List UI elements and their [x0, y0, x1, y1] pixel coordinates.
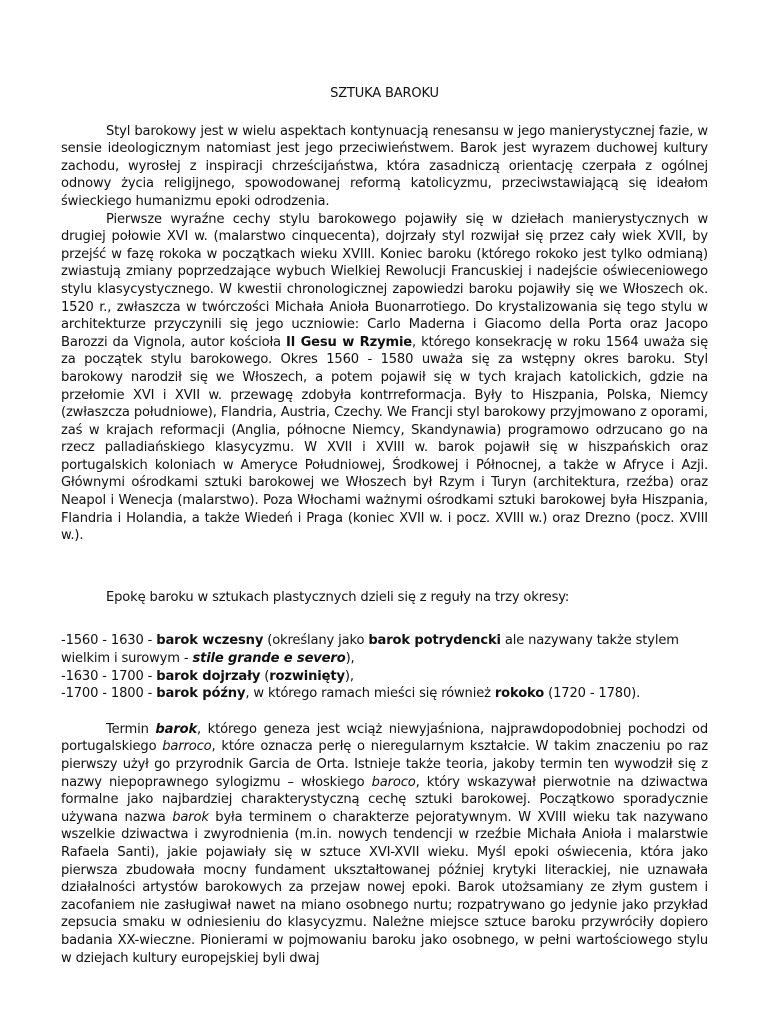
- period-dates: -1630 - 1700 -: [61, 668, 157, 684]
- document-title: SZTUKA BAROKU: [330, 86, 439, 101]
- period-dates: -1700 - 1800 -: [61, 686, 157, 702]
- text-run: , którego geneza jest wciąż niewyjaśniona, najprawdopodobniej pochodzi od portugalskiego: [61, 721, 708, 755]
- text-run: , który wskazywał pierwotnie na dziwactwa formalne jako najbardziej charakterystyczną cechę sztuki barokowej. Początkowo sporadycznie używana nazwa: [61, 774, 709, 825]
- text-run: , którego konsekrację w roku 1564 uważa się za początek stylu barokowego. Okres 1560 - 1580 uważa się za wstępny okres baroku. Styl barokowy narodził się we Włoszech, a potem pojawił się w tych krajach katolickich, gdzie na przełomie XVI i XVII w. przewagę zdobyła kontrreformacja. Były to Hiszpania, Polska, Niemcy (zwłaszcza południowe), Flandria, Austria, Czechy. We Francji styl barokowy przyjmowano z oporami, zaś w krajach reformacji (Anglia, północne Niemcy, Skandynawia) programowo odrzucano go na rzecz palladiańskiego klasycyzmu. W XVII i XVIII w. barok pojawił się w hiszpańskich oraz portugalskich koloniach w Ameryce Południowej, Środkowej i Północnej, a także w Afryce i Azji. Głównymi ośrodkami sztuki barokowej we Włoszech był Rzym i Turyn (architektura, rzeźba) oraz Neapol i Wenecja (malarstwo). Poza Włochami ważnymi ośrodkami sztuki barokowej była Hiszpania, Flandria i Holandia, a także Wiedeń i Praga (koniec XVII w. i pocz. XVIII w.) oraz Drezno (pocz. XVIII w.).: [61, 334, 708, 544]
- text-run: Termin: [106, 721, 156, 737]
- text-run: była terminem o charakterze pejoratywnym. W XVIII wieku tak nazywano wszelkie dziwactwa i zwyrodnienia (m.in. nowych tendencji w rzeźbie Michała Anioła i malarstwie Rafaela Santi), jakie pojawiały się w sztuce XVI-XVII wieku. Myśl epoki oświecenia, która jako pierwsza zbudowała mocny fundament ukształtowanej później krytyki literackiej, nie uznawała działalności artystów barokowych za przejaw nowej epoki. Barok utożsamiany ze złym gustem i zacofaniem nie zasługiwał nawet na miano osobnego nurtu; rozpatrywano go jedynie jako przykład zepsucia smaku w odniesieniu do klasycyzmu. Należne miejsce sztuce baroku przywróciły dopiero badania XX-wieczne. Pionierami w pojmowaniu baroku jako osobnego, w pełni wartościowego stylu w dziejach kultury europejskiej byli dwaj: [61, 809, 708, 966]
- period-alt-name: barok potrydencki: [368, 633, 501, 649]
- period-name: barok wczesny: [156, 633, 264, 649]
- text-run: Pierwsze wyraźne cechy stylu barokowego pojawiły się w dziełach manierystycznych w drugiej połowie XVI w. (malarstwo cinquecenta), dojrzały styl rozwijał się przez cały wiek XVII, by przejść w fazę rokoka w początkach wieku XVIII. Koniec baroku (którego rokoko jest tylko odmianą) zwiastują zmiany poprzedzające wybuch Wielkiej Rewolucji Francuskiej i nadejście oświeceniowego stylu klasycystycznego. W kwestii chronologicznej zapowiedzi baroku pojawiły się we Włoszech ok. 1520 r., zwłaszcza w twórczości Michała Anioła Buonarrotiego. Do krystalizowania się tego stylu w architekturze przyczynili się jego uczniowie: Carlo Maderna i Giacomo della Porta oraz Jacopo Barozzi da Vignola, autor kościoła: [61, 211, 708, 350]
- period-alt-name: rokoko: [494, 686, 545, 702]
- period-name: barok późny: [156, 686, 246, 702]
- paragraph-chronology: [61, 211, 708, 545]
- spacer: [61, 703, 708, 721]
- period-alt-name: rozwinięty: [269, 668, 345, 684]
- list-item-late-baroque: [61, 685, 708, 703]
- bold-church-name: Il Gesu w Rzymie: [286, 334, 413, 350]
- term-barok: barok: [172, 809, 209, 825]
- periods-intro: Epokę baroku w sztukach plastycznych dzieli się z reguły na trzy okresy:: [106, 589, 570, 605]
- text-run: (określany jako: [263, 633, 369, 649]
- term-barroco: barroco: [162, 739, 212, 755]
- text-run: ),: [345, 651, 355, 667]
- spacer: [61, 606, 708, 632]
- text-run: (: [260, 668, 270, 684]
- paragraph-intro: Styl barokowy jest w wielu aspektach kontynuacją renesansu w jego manierystycznej fazie, w sensie ideologicznym natomiast jest jego przeciwieństwem. Barok jest wyrazem duchowej kultury zachodu, wyrosłej z inspiracji chrześcijaństwa, która zasadniczą orientację czerpała z ogólnej odnowy życia religijnego, spowodowanej reformą katolicyzmu, przeciwstawiającą się ideałom świeckiego humanizmu epoki odrodzenia.: [61, 123, 708, 209]
- list-item-mature-baroque: [61, 668, 708, 686]
- term-baroco: baroco: [371, 774, 416, 790]
- period-dates: -1560 - 1630 -: [61, 633, 157, 649]
- term-barok: barok: [155, 721, 198, 737]
- text-run: , w którego ramach mieści się również: [245, 686, 495, 702]
- period-name: barok dojrzały: [156, 668, 261, 684]
- paragraph-etymology: [61, 721, 708, 967]
- text-run: (1720 - 1780).: [544, 686, 641, 702]
- text-run: , które oznacza perłę o nieregularnym kształcie. W takim znaczeniu po raz pierwszy użył go przyrodnik Garcia de Orta. Istnieje także teoria, jakoby termin ten wywodził się z nazwy niepoprawnego sylogizmu – włoskiego: [61, 739, 708, 790]
- spacer: [61, 545, 708, 571]
- italian-term: stile grande e severo: [192, 651, 346, 667]
- periods-list: [61, 632, 708, 702]
- spacer: [61, 571, 708, 589]
- text-run: ale nazywany także stylem wielkim i surowym -: [61, 633, 679, 667]
- list-item-early-baroque: [61, 632, 708, 667]
- text-run: ),: [344, 668, 354, 684]
